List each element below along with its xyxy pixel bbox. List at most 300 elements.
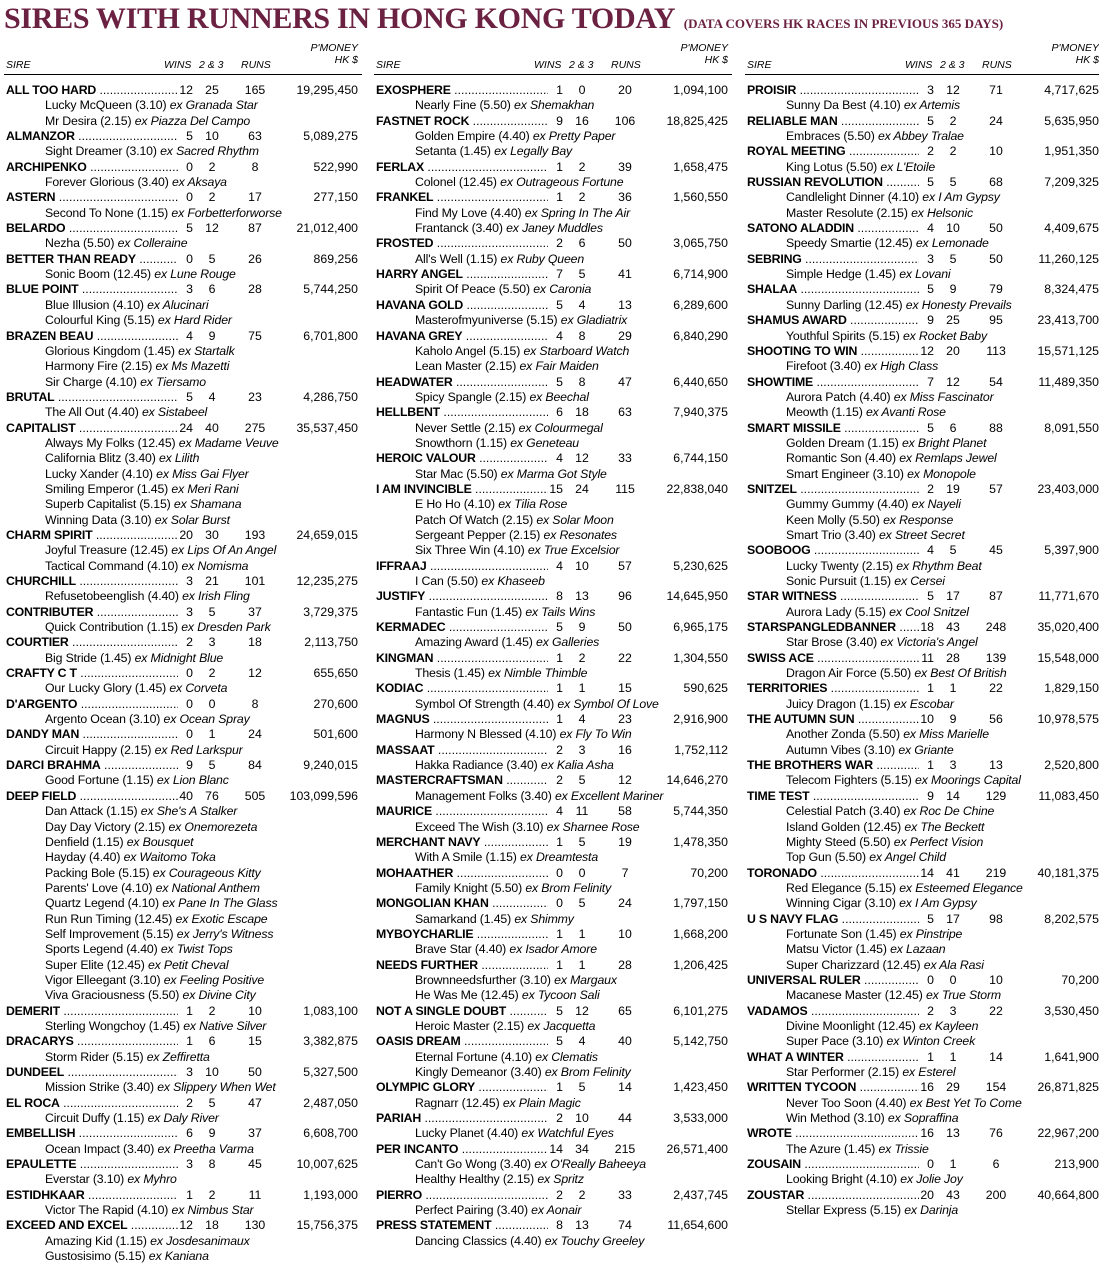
runner-row	[374, 1019, 732, 1034]
sire-row	[4, 758, 362, 773]
sire-name: FRANKEL .....	[376, 190, 556, 205]
sire-wins: 1	[919, 681, 934, 696]
runner-name: Macanese Master (12.45)	[786, 988, 923, 1003]
sire-wins: 3	[919, 252, 934, 267]
sire-placings: 5	[578, 1080, 586, 1095]
runner-dam: ex Plain Magic	[502, 1095, 581, 1110]
sire-placings: 13	[946, 1126, 960, 1141]
sire-row	[4, 83, 362, 98]
runner-name: Circuit Happy (2.15)	[45, 742, 152, 757]
runner-name: Our Lucky Glory (1.45)	[45, 681, 167, 696]
runner-row	[374, 881, 732, 896]
runner-dam: ex Sharnee Rose	[546, 819, 640, 834]
runner-name: Never Settle (2.15)	[415, 420, 516, 435]
column-header	[374, 40, 732, 75]
sire-placings: 13	[575, 1218, 589, 1233]
sire-placings: 3	[578, 742, 586, 757]
sire-name: DUNDEEL .....	[6, 1065, 186, 1080]
runner-dam: ex Colleraine	[117, 236, 188, 251]
runner-dam: ex I Am Gypsy	[899, 896, 977, 911]
runner-dam: ex Angel Child	[869, 850, 946, 865]
header-placings: 2 & 3	[569, 59, 594, 71]
runner-dam: ex O'Really Baheeya	[534, 1157, 646, 1172]
runner-dam: ex Lion Blanc	[156, 773, 229, 788]
sire-wins: 0	[178, 666, 193, 681]
runner-dam: ex Isador Amore	[509, 942, 597, 957]
sire-runs: 12	[248, 666, 262, 681]
runner-row	[374, 175, 732, 190]
runner-name: Quartz Legend (4.10)	[45, 896, 159, 911]
sire-row	[374, 589, 732, 604]
runner-dam: ex Spritz	[537, 1172, 584, 1187]
sire-name: MOHAATHER .....	[376, 866, 556, 881]
runner-name: I Can (5.50)	[415, 574, 479, 588]
sire-wins: 5	[548, 298, 563, 313]
header-runs: RUNS	[241, 59, 271, 71]
sire-name: CAPITALIST .....	[6, 421, 186, 436]
sire-placings: 2	[949, 113, 957, 128]
runner-dam: ex Miss Marielle	[903, 727, 989, 742]
sire-runs: 50	[618, 236, 632, 251]
sire-wins: 3	[178, 1157, 193, 1172]
sire-runs: 7	[621, 865, 629, 880]
sire-placings: 10	[946, 221, 960, 236]
sire-row	[4, 421, 362, 436]
runner-name: Gustosisimo (5.15)	[45, 1249, 146, 1264]
runner-name: Star Mac (5.50)	[415, 466, 498, 481]
runner-name: Mr Desira (2.15)	[45, 113, 132, 128]
runner-row	[745, 206, 1099, 221]
runner-dam: ex Tycoon Sali	[521, 988, 600, 1003]
sire-name: FASTNET ROCK .....	[376, 114, 556, 129]
page-title: SIRES WITH RUNNERS IN HONG KONG TODAY	[4, 2, 676, 35]
header-prize-line1: P'MONEY	[680, 42, 728, 54]
sire-row	[374, 866, 732, 881]
runner-name: Sir Charge (4.10)	[45, 374, 137, 389]
sire-runs: 45	[248, 1157, 262, 1172]
runner-dam: ex Margaux	[554, 972, 617, 987]
sire-placings: 1	[578, 681, 586, 696]
runner-row	[745, 467, 1099, 482]
sire-name: EMBELLISH .....	[6, 1126, 186, 1141]
runner-name: Dragon Air Force (5.50)	[786, 666, 912, 681]
runner-name: Amazing Award (1.45)	[415, 635, 533, 650]
header-prize-money	[310, 42, 358, 66]
sire-name: ZOUSTAR .....	[747, 1188, 927, 1203]
sire-row	[374, 1034, 732, 1049]
runner-row	[374, 421, 732, 436]
sire-wins: 20	[179, 527, 193, 542]
sire-row	[374, 1080, 732, 1095]
runner-row	[374, 666, 732, 681]
runner-row	[745, 927, 1099, 942]
sire-list	[4, 75, 362, 1264]
sire-row	[374, 1111, 732, 1126]
sire-name: SWISS ACE .....	[747, 651, 927, 666]
runner-row	[745, 635, 1099, 650]
sire-name: PRESS STATEMENT .....	[376, 1218, 556, 1233]
runner-row	[745, 436, 1099, 451]
runner-dam: ex Hard Rider	[157, 313, 232, 328]
runner-row	[745, 835, 1099, 850]
runner-row	[374, 574, 732, 589]
sire-prize-money: 1,797,150	[673, 896, 728, 911]
runner-row	[374, 973, 732, 988]
sire-wins: 2	[548, 773, 563, 788]
sire-row	[4, 697, 362, 712]
runner-row	[4, 1019, 362, 1034]
runner-row	[745, 697, 1099, 712]
runner-row	[374, 1234, 732, 1249]
sire-row	[374, 83, 732, 98]
sire-prize-money: 2,437,745	[673, 1187, 728, 1202]
sire-runs: 75	[248, 328, 262, 343]
sire-prize-money: 11,260,125	[1038, 251, 1099, 266]
sire-placings: 5	[949, 543, 957, 558]
runner-dam: ex Touchy Greeley	[544, 1233, 645, 1248]
runner-name: Big Stride (1.45)	[45, 650, 132, 665]
runner-dam: ex Feeling Positive	[163, 972, 265, 987]
column-1	[4, 40, 362, 1264]
runner-name: Quick Contribution (1.15)	[45, 620, 178, 635]
runner-name: Second To None (1.15)	[45, 205, 169, 220]
runner-dam: ex Tails Wins	[525, 604, 596, 619]
sire-prize-money: 5,635,950	[1044, 113, 1099, 128]
runner-dam: ex The Beckett	[904, 819, 985, 834]
runner-row	[745, 513, 1099, 528]
runner-name: Thesis (1.45)	[415, 666, 485, 681]
sire-wins: 2	[919, 482, 934, 497]
sire-wins: 1	[548, 712, 563, 727]
runner-dam: ex Remlaps Jewel	[899, 451, 997, 466]
runner-dam: ex Solar Burst	[154, 512, 230, 527]
sire-runs: 45	[989, 543, 1003, 558]
sire-wins: 3	[178, 1065, 193, 1080]
sire-name: SEBRING .....	[747, 252, 927, 267]
sire-runs: 79	[989, 282, 1003, 297]
runner-dam: ex Street Secret	[878, 527, 965, 542]
runner-dam: ex Starboard Watch	[523, 343, 630, 358]
sire-runs: 29	[618, 328, 632, 343]
sire-name: STAR WITNESS .....	[747, 589, 927, 604]
runner-name: Sunny Darling (12.45)	[786, 297, 903, 312]
sire-wins: 2	[178, 1096, 193, 1111]
sire-name: PROISIR .....	[747, 83, 927, 98]
sire-prize-money: 1,560,550	[673, 190, 728, 205]
sire-placings: 29	[946, 1080, 960, 1095]
sire-wins: 0	[178, 727, 193, 742]
sire-row	[374, 1218, 732, 1233]
sire-row	[745, 1188, 1099, 1203]
sire-runs: 58	[618, 804, 632, 819]
runner-name: Another Zonda (5.50)	[786, 727, 900, 742]
sire-name: CHARM SPIRIT .....	[6, 528, 186, 543]
sire-wins: 14	[920, 865, 934, 880]
sire-prize-money: 21,012,400	[296, 221, 358, 236]
sire-prize-money: 869,256	[313, 251, 358, 266]
sire-prize-money: 1,829,150	[1044, 681, 1099, 696]
sire-row	[4, 1126, 362, 1141]
sire-placings: 12	[575, 451, 589, 466]
runner-dam: ex Nimbus Star	[171, 1203, 254, 1218]
runner-name: Circuit Duffy (1.15)	[45, 1111, 145, 1126]
sire-name: OLYMPIC GLORY .....	[376, 1080, 556, 1095]
sire-prize-money: 5,327,500	[303, 1065, 358, 1079]
sire-prize-money: 2,487,050	[303, 1095, 358, 1110]
sire-runs: 57	[989, 481, 1003, 496]
sire-name: HEROIC VALOUR .....	[376, 451, 556, 466]
sire-name: DEEP FIELD .....	[6, 789, 186, 804]
runner-name: Healthy Healthy (2.15)	[415, 1172, 535, 1187]
runner-row	[745, 743, 1099, 758]
sire-runs: 129	[985, 788, 1007, 803]
sire-runs: 12	[618, 773, 632, 788]
sire-wins: 2	[919, 144, 934, 159]
header-placings: 2 & 3	[940, 59, 965, 71]
sire-name: EXOSPHERE .....	[376, 83, 556, 98]
sire-runs: 50	[989, 221, 1003, 236]
sire-placings: 2	[208, 190, 216, 205]
runner-row	[745, 1034, 1099, 1049]
sire-name: CONTRIBUTER .....	[6, 605, 186, 620]
runner-row	[4, 681, 362, 696]
runner-row	[374, 390, 732, 405]
sire-runs: 22	[989, 1003, 1003, 1018]
sire-runs: 6	[992, 1157, 1000, 1172]
runner-dam: ex Pretty Paper	[532, 129, 616, 144]
sire-name: EL ROCA .....	[6, 1096, 186, 1111]
runner-name: With A Smile (1.15)	[415, 850, 517, 865]
sire-prize-money: 19,295,450	[296, 83, 358, 97]
sire-name: DRACARYS .....	[6, 1034, 186, 1049]
runner-row	[745, 958, 1099, 973]
sire-row	[745, 482, 1099, 497]
sire-runs: 10	[618, 926, 632, 941]
runner-name: Everstar (3.10)	[45, 1172, 125, 1187]
sire-runs: 84	[248, 758, 262, 773]
runner-row	[4, 651, 362, 666]
sire-prize-money: 2,520,800	[1044, 758, 1099, 773]
runner-row	[745, 942, 1099, 957]
sire-prize-money: 655,650	[313, 666, 358, 681]
runner-row	[4, 144, 362, 159]
runner-row	[4, 835, 362, 850]
sire-wins: 5	[178, 390, 193, 405]
sire-runs: 139	[985, 650, 1007, 665]
runner-name: Sonic Pursuit (1.15)	[786, 574, 891, 588]
runner-name: Joyful Treasure (12.45)	[45, 543, 168, 558]
sire-placings: 9	[208, 328, 216, 343]
sire-row	[4, 1157, 362, 1172]
sire-wins: 0	[919, 973, 934, 988]
sire-runs: 50	[618, 620, 632, 635]
runner-row	[745, 329, 1099, 344]
sire-row	[374, 620, 732, 635]
runner-dam: ex Galleries	[536, 635, 600, 650]
runner-name: Heroic Master (2.15)	[415, 1018, 525, 1033]
runner-name: The Azure (1.45)	[786, 1141, 876, 1156]
runner-row	[374, 1126, 732, 1141]
runner-row	[4, 1203, 362, 1218]
runner-row	[745, 804, 1099, 819]
runner-row	[374, 605, 732, 620]
sire-wins: 7	[919, 375, 934, 390]
sire-placings: 20	[946, 343, 960, 358]
runner-row	[4, 497, 362, 512]
sire-runs: 154	[985, 1080, 1007, 1095]
runner-dam: ex Colourmegal	[518, 420, 603, 435]
sire-row	[374, 236, 732, 251]
sire-placings: 18	[205, 1218, 219, 1233]
sire-wins: 2	[548, 1111, 563, 1126]
runner-dam: ex Lovani	[899, 267, 951, 282]
sire-runs: 65	[618, 1003, 632, 1018]
runner-row	[374, 988, 732, 1003]
sire-prize-money: 1,478,350	[673, 834, 728, 849]
sire-row	[4, 528, 362, 543]
sire-placings: 0	[949, 972, 957, 987]
runner-row	[4, 236, 362, 251]
runner-dam: ex Jolie Joy	[900, 1172, 963, 1187]
sire-placings: 30	[205, 527, 219, 542]
runner-name: Lucky Twenty (2.15)	[786, 558, 893, 573]
sire-row	[745, 282, 1099, 297]
sire-runs: 248	[985, 620, 1007, 635]
sire-placings: 4	[208, 389, 216, 404]
runner-dam: ex Alucinari	[147, 297, 209, 312]
sire-runs: 193	[244, 527, 266, 542]
runner-name: Super Elite (12.45)	[45, 957, 145, 972]
sire-runs: 115	[615, 481, 635, 496]
runner-dam: ex Onemorezeta	[168, 819, 258, 834]
sire-placings: 2	[208, 1003, 216, 1018]
sire-wins: 12	[179, 83, 193, 97]
runner-dam: ex Cool Snitzel	[889, 604, 969, 619]
sire-name: HELLBENT .....	[376, 405, 556, 420]
sire-wins: 4	[548, 804, 563, 819]
runner-name: Golden Dream (1.15)	[786, 435, 899, 450]
sire-prize-money: 6,714,900	[673, 267, 728, 282]
runner-name: Smart Engineer (3.10)	[786, 466, 904, 481]
column-header	[4, 40, 362, 75]
header-placings: 2 & 3	[199, 59, 224, 71]
runner-name: Packing Bole (5.15)	[45, 865, 150, 880]
sire-row	[4, 727, 362, 742]
sire-row	[745, 144, 1099, 159]
sire-row	[745, 375, 1099, 390]
sire-runs: 10	[989, 972, 1003, 987]
runner-dam: ex Sacred Rhythm	[160, 144, 259, 159]
runner-row	[4, 513, 362, 528]
runner-dam: ex Artemis	[903, 98, 960, 113]
sire-name: OASIS DREAM .....	[376, 1034, 556, 1049]
runner-row	[4, 927, 362, 942]
sire-name: STARSPANGLEDBANNER .....	[747, 620, 927, 635]
sire-prize-money: 70,200	[1061, 972, 1099, 987]
runner-name: Lucky McQueen (3.10)	[45, 98, 167, 113]
runner-dam: ex Native Silver	[183, 1018, 267, 1033]
sire-prize-money: 6,744,150	[673, 451, 728, 466]
runner-name: Denfield (1.15)	[45, 834, 124, 849]
sire-runs: 63	[618, 405, 632, 420]
sire-placings: 2	[578, 159, 586, 174]
sire-prize-money: 1,423,450	[673, 1080, 728, 1095]
runner-name: Speedy Smartie (12.45)	[786, 236, 913, 251]
runner-dam: ex Granada Star	[169, 98, 258, 113]
sire-placings: 13	[575, 589, 589, 604]
sire-placings: 18	[575, 405, 589, 420]
sire-name: MONGOLIAN KHAN .....	[376, 896, 556, 911]
sire-placings: 10	[575, 558, 589, 573]
runner-dam: ex Bousquet	[126, 834, 194, 849]
sire-wins: 3	[178, 605, 193, 620]
sire-wins: 40	[179, 788, 193, 803]
runner-row	[4, 973, 362, 988]
runner-name: Family Knight (5.50)	[415, 880, 523, 895]
sire-wins: 14	[549, 1141, 563, 1156]
runner-row	[4, 743, 362, 758]
runner-row	[4, 298, 362, 313]
runner-name: Winning Data (3.10)	[45, 512, 152, 527]
sire-name: TORONADO .....	[747, 866, 927, 881]
sire-name: SHAMUS AWARD .....	[747, 313, 927, 328]
sire-placings: 1	[208, 727, 216, 742]
sire-prize-money: 8,091,550	[1044, 420, 1099, 435]
sire-name: PARIAH .....	[376, 1111, 556, 1126]
runner-name: Aurora Patch (4.40)	[786, 389, 891, 404]
sire-prize-money: 8,324,475	[1044, 282, 1099, 297]
runner-dam: ex Corveta	[169, 681, 228, 696]
runner-row	[4, 451, 362, 466]
sire-prize-money: 1,083,100	[303, 1003, 358, 1018]
sire-placings: 6	[208, 282, 216, 297]
runner-name: Never Too Soon (4.40)	[786, 1095, 907, 1110]
sire-runs: 8	[251, 159, 259, 174]
runner-row	[4, 206, 362, 221]
sire-placings: 5	[208, 604, 216, 619]
sire-runs: 13	[989, 758, 1003, 773]
runner-name: Find My Love (4.40)	[415, 205, 522, 220]
runner-dam: ex Forbetterforworse	[171, 205, 282, 220]
sire-prize-money: 2,916,900	[673, 712, 728, 727]
sire-runs: 28	[248, 282, 262, 297]
runner-row	[374, 912, 732, 927]
runner-dam: ex Legally Bay	[494, 144, 573, 159]
runner-name: Master Resolute (2.15)	[786, 205, 908, 220]
runner-name: Frantanck (3.40)	[415, 221, 503, 236]
runner-dam: ex True Excelsior	[527, 543, 620, 558]
runner-name: Juicy Dragon (1.15)	[786, 696, 891, 711]
runner-dam: ex Helsonic	[911, 205, 973, 220]
runner-name: Firefoot (3.40)	[786, 359, 861, 374]
runner-row	[374, 850, 732, 865]
sire-placings: 21	[205, 574, 219, 588]
header-runs: RUNS	[982, 59, 1012, 71]
runner-row	[4, 896, 362, 911]
sire-prize-money: 277,150	[313, 190, 358, 205]
sire-runs: 23	[618, 712, 632, 727]
sire-name: WHAT A WINTER .....	[747, 1050, 927, 1065]
runner-row	[374, 820, 732, 835]
runner-dam: ex Lilith	[158, 451, 200, 466]
runner-row	[374, 1203, 732, 1218]
sire-wins: 0	[919, 1157, 934, 1172]
sire-runs: 54	[989, 374, 1003, 389]
sire-wins: 4	[548, 451, 563, 466]
runner-dam: ex Kayleen	[918, 1018, 979, 1033]
runner-row	[745, 1096, 1099, 1111]
sire-prize-money: 35,020,400	[1037, 620, 1099, 635]
